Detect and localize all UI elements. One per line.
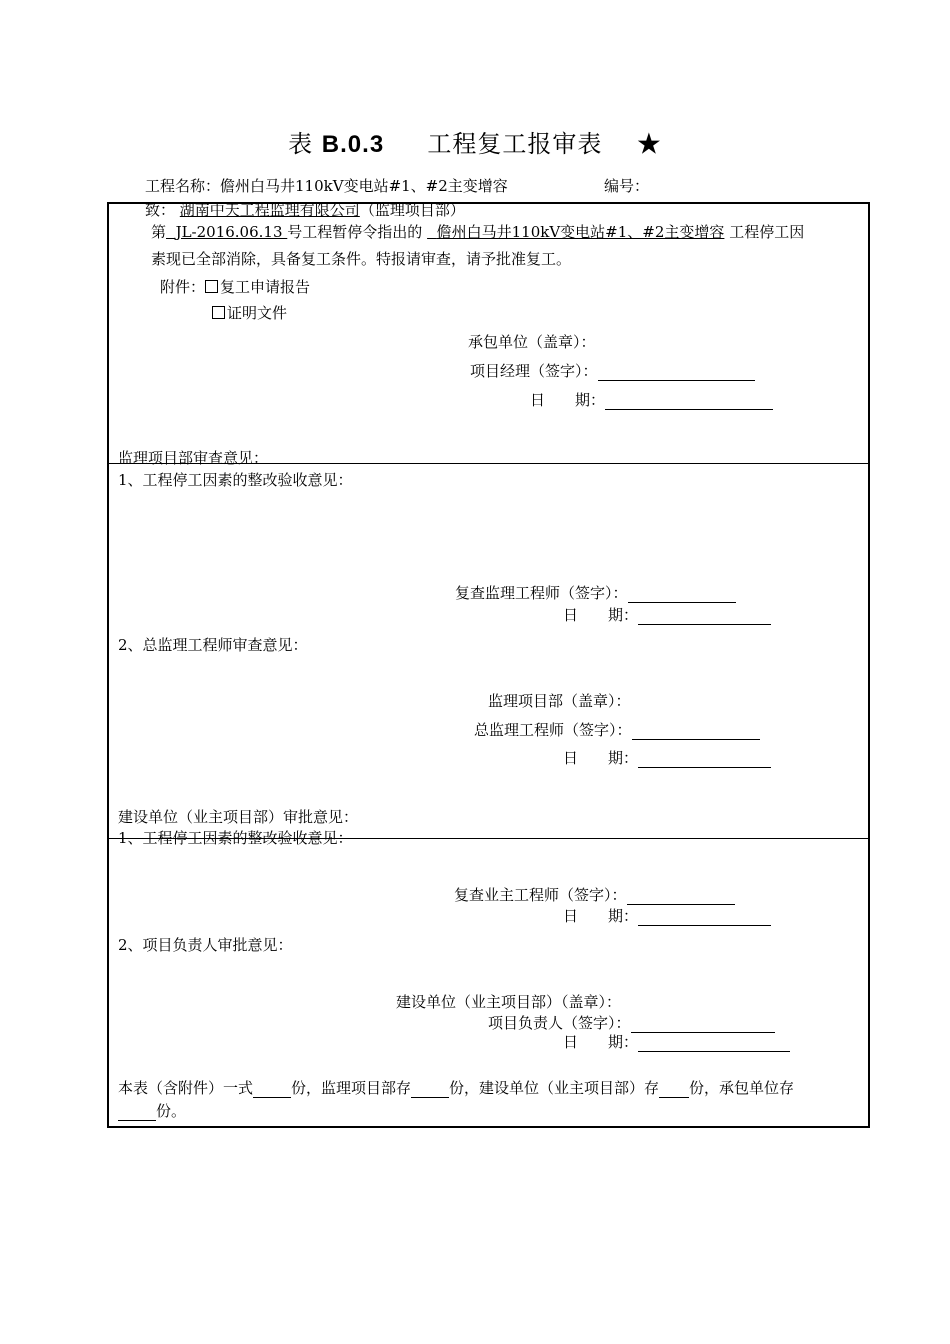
chief-sign-blank[interactable] xyxy=(632,724,760,740)
date-blank[interactable] xyxy=(638,1036,790,1052)
chief-sign-label: 总监理工程师（签字）： xyxy=(474,721,632,739)
star-icon: ★ xyxy=(636,130,662,158)
line1-c: 工程停工因 xyxy=(729,223,805,241)
copies-line-2 xyxy=(118,1100,186,1121)
date-row-5 xyxy=(563,1031,790,1052)
reviewer-sign-row xyxy=(455,582,736,603)
page-title xyxy=(0,124,950,159)
project-ref: 儋州白马井110kV变电站#1、#2主变增容 xyxy=(436,223,725,241)
leader-sign-label: 项目负责人（签字）： xyxy=(488,1014,631,1032)
copies-text-a: 本表（含附件）一式 xyxy=(118,1079,254,1097)
to-label: 致： xyxy=(145,201,176,219)
supervision-item-1: 1、工程停工因素的整改验收意见： xyxy=(118,471,353,489)
owner-item-1: 1、工程停工因素的整改验收意见： xyxy=(118,829,353,847)
reviewer-sign-label: 复查监理工程师（签字）： xyxy=(455,584,628,602)
attachment-2: 证明文件 xyxy=(227,304,288,322)
owner-engineer-sign-row xyxy=(454,884,735,905)
copies-text-c: 份，建设单位（业主项目部）存 xyxy=(449,1079,660,1097)
order-number: JL-2016.06.13 xyxy=(175,223,283,241)
copies-blank[interactable] xyxy=(118,1105,156,1121)
supervisor-org: 湖南中天工程监理有限公司 xyxy=(179,201,360,219)
owner-engineer-sign-blank[interactable] xyxy=(627,889,735,905)
date-label: 日 期： xyxy=(563,1033,639,1051)
attachments-label: 附件： xyxy=(160,278,206,296)
pm-sign-row xyxy=(470,360,755,381)
copies-line-1 xyxy=(118,1077,794,1098)
line2: 素现已全部消除，具备复工条件。特报请审查，请予批准复工。 xyxy=(151,250,572,268)
copies-blank[interactable] xyxy=(411,1082,449,1098)
date-label: 日 期： xyxy=(530,391,606,409)
order-line xyxy=(151,221,804,242)
dept-seal: 监理项目部（盖章）： xyxy=(488,692,631,710)
pm-sign-label: 项目经理（签字）： xyxy=(470,362,598,380)
pm-sign-blank[interactable] xyxy=(598,365,755,381)
to-line xyxy=(145,199,465,220)
date-blank[interactable] xyxy=(638,910,771,926)
supervision-heading: 监理项目部审查意见： xyxy=(118,449,269,467)
supervision-item-2: 2、总监理工程师审查意见： xyxy=(118,636,308,654)
attachment-1: 复工申请报告 xyxy=(220,278,311,296)
copies-blank[interactable] xyxy=(659,1082,689,1098)
to-suffix: （监理项目部） xyxy=(359,201,465,219)
owner-item-2: 2、项目负责人审批意见： xyxy=(118,936,293,954)
date-row-3 xyxy=(563,747,771,768)
date-label: 日 期： xyxy=(563,907,639,925)
owner-seal: 建设单位（业主项目部）（盖章）： xyxy=(396,993,622,1011)
date-blank[interactable] xyxy=(605,394,773,410)
project-name-row xyxy=(145,175,508,196)
project-label: 工程名称： xyxy=(145,177,221,195)
checkbox-icon[interactable] xyxy=(205,280,218,293)
date-row-4 xyxy=(563,905,771,926)
title-prefix: 表 xyxy=(288,130,314,158)
copies-text-b: 份，监理项目部存 xyxy=(291,1079,412,1097)
copies-text-e: 份。 xyxy=(156,1102,187,1120)
date-blank[interactable] xyxy=(638,752,771,768)
chief-sign-row xyxy=(474,719,760,740)
owner-heading: 建设单位（业主项目部）审批意见： xyxy=(118,808,359,826)
leader-sign-row xyxy=(488,1012,775,1033)
number-label: 编号： xyxy=(604,177,650,195)
copies-blank[interactable] xyxy=(253,1082,291,1098)
checkbox-icon[interactable] xyxy=(212,306,225,319)
attachment-row-2 xyxy=(212,302,287,323)
form-code: B.0.3 xyxy=(321,131,385,158)
line1-a: 第 xyxy=(151,223,167,241)
project-name: 儋州白马井110kV变电站#1、#2主变增容 xyxy=(220,177,508,195)
date-row-1 xyxy=(530,389,773,410)
reviewer-sign-blank[interactable] xyxy=(628,587,736,603)
contractor-seal: 承包单位（盖章）： xyxy=(468,333,596,351)
date-blank[interactable] xyxy=(638,609,771,625)
line1-b: 号工程暂停令指出的 xyxy=(287,223,423,241)
date-label: 日 期： xyxy=(563,749,639,767)
form-name: 工程复工报审表 xyxy=(427,130,603,158)
date-label: 日 期： xyxy=(563,606,639,624)
date-row-2 xyxy=(563,604,771,625)
copies-text-d: 份，承包单位存 xyxy=(689,1079,795,1097)
attachments-row xyxy=(160,276,310,297)
owner-engineer-sign-label: 复查业主工程师（签字）： xyxy=(454,886,627,904)
